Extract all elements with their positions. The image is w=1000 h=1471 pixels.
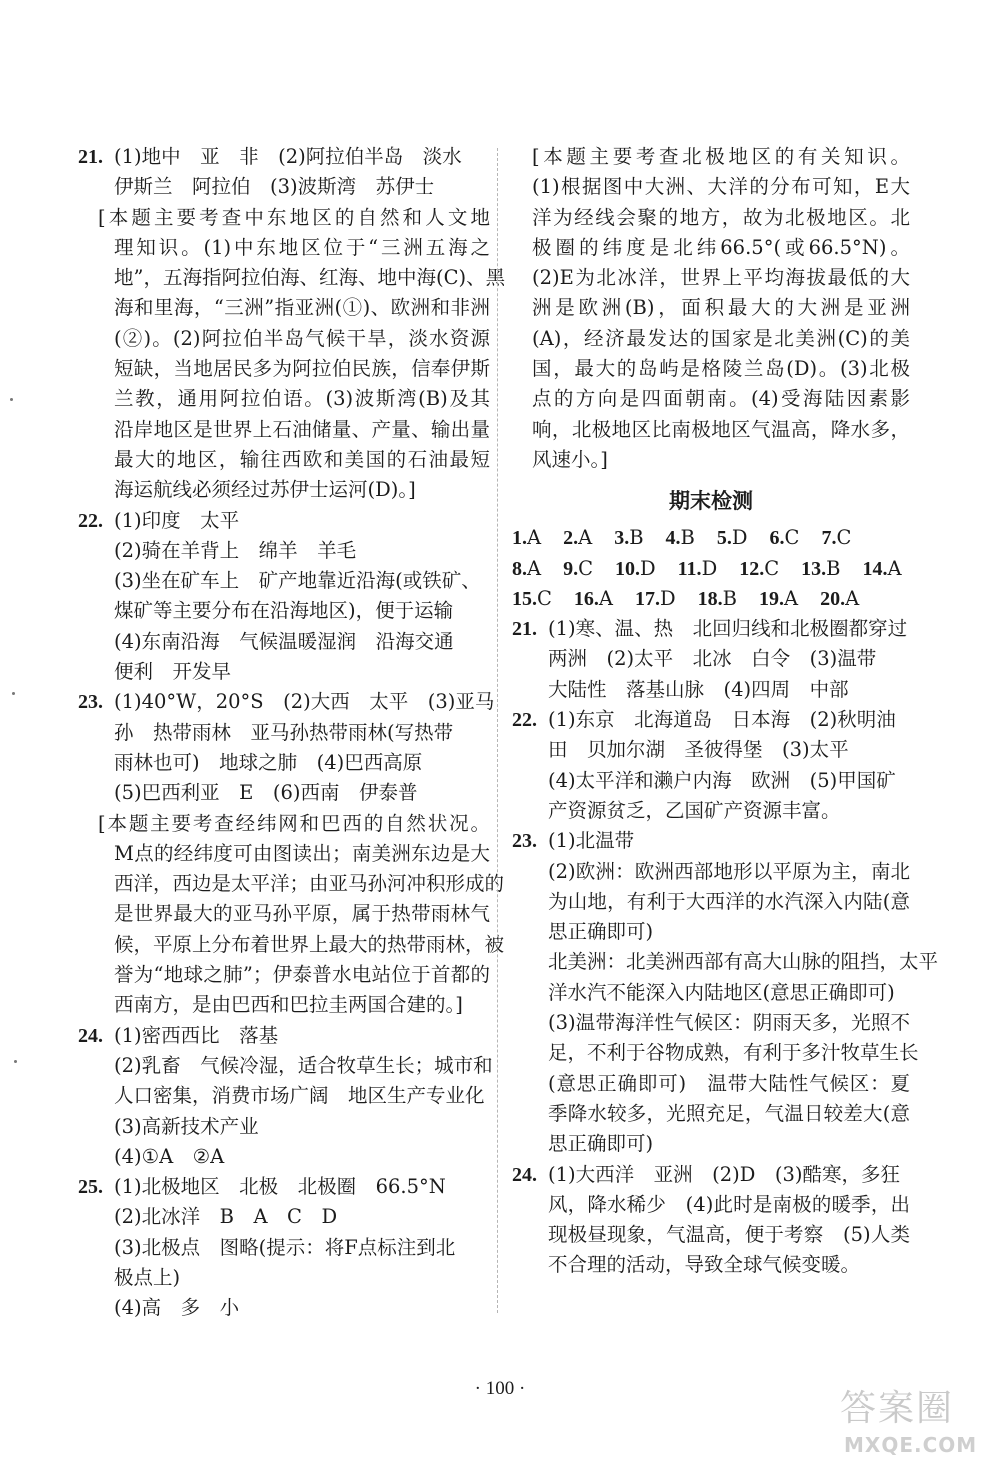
text-line	[78, 293, 490, 323]
line-text: 候，平原上分布着世界上最大的热带雨林，被	[114, 932, 505, 956]
text-line	[78, 809, 490, 839]
column-divider	[497, 148, 498, 1313]
choice-letter: C	[764, 556, 780, 580]
question-line	[512, 705, 910, 735]
text-line	[78, 960, 490, 990]
right-column	[512, 142, 939, 1281]
choice-answer	[574, 587, 613, 610]
line-text: 大陆性 落基山脉 (4)四周 中部	[548, 677, 849, 701]
choice-letter: B	[680, 526, 695, 550]
line-text: 是世界最大的亚马孙平原，属于热带雨林气	[114, 902, 490, 926]
line-text: 极圈的纬度是北纬66.5°(或66.5°N)。	[532, 235, 910, 259]
choice-number: 19.	[759, 587, 784, 610]
line-text: 煤矿等主要分布在沿海地区)，便于运输	[114, 599, 454, 623]
line-text: (②)。(2)阿拉伯半岛气候干旱，淡水资源	[114, 326, 490, 350]
line-text: 海和里海，“三洲”指亚洲(①)、欧洲和非洲	[114, 296, 490, 320]
choice-answer	[512, 526, 541, 549]
text-line	[78, 1142, 490, 1172]
line-text: (1)寒、温、热 北回归线和北极圈都穿过	[548, 617, 908, 641]
text-line	[78, 1081, 490, 1111]
line-text: 短缺，当地居民多为阿拉伯民族，信奉伊斯	[114, 357, 490, 381]
text-line	[78, 839, 490, 869]
choice-letter: C	[836, 526, 852, 550]
page-number: · 100 ·	[474, 1378, 526, 1399]
line-text: 两洲 (2)太平 北冰 白令 (3)温带	[548, 647, 877, 671]
text-line	[78, 778, 490, 808]
text-line	[512, 445, 910, 475]
text-line	[78, 354, 490, 384]
line-text: 极点上)	[114, 1265, 181, 1289]
choice-letter: B	[722, 586, 737, 610]
question-line	[78, 1172, 490, 1202]
text-line	[78, 536, 490, 566]
line-text: (1)密西西比 落基	[114, 1023, 279, 1047]
line-text: (意思正确即可) 温带大陆性气候区：夏	[548, 1071, 910, 1095]
choice-letter: C	[578, 556, 594, 580]
choice-number: 20.	[820, 587, 846, 610]
choice-answer	[512, 587, 552, 610]
line-text: (2)E为北冰洋，世界上平均海拔最低的大	[532, 266, 910, 290]
choice-letter: D	[660, 586, 676, 610]
question-number: 22.	[512, 709, 537, 732]
line-text: (1)地中 亚 非 (2)阿拉伯半岛 淡水	[114, 145, 462, 168]
question-line	[512, 1160, 910, 1190]
choice-answer	[820, 587, 859, 610]
text-line	[78, 263, 506, 293]
line-text: 思正确即可)	[548, 920, 654, 944]
choice-letter: D	[731, 526, 748, 550]
line-text: (2)乳畜 气候冷湿，适合牧草生长；城市和	[114, 1053, 493, 1077]
line-text: 风，降水稀少 (4)此时是南极的暖季，出	[548, 1192, 910, 1216]
line-text: 西南方，是由巴西和巴拉圭两国合建的。]	[114, 993, 463, 1017]
line-text: 思正确即可)	[548, 1132, 654, 1156]
text-line	[512, 263, 910, 293]
line-text: 誉为“地球之肺”；伊泰普水电站位于首都的	[114, 963, 490, 987]
choice-letter: A	[784, 586, 799, 610]
text-line	[512, 415, 910, 445]
text-line	[512, 293, 910, 323]
text-line	[512, 887, 910, 917]
text-line	[512, 1099, 910, 1129]
line-text: (3)坐在矿车上 矿产地靠近沿海(或铁矿、	[114, 569, 481, 593]
line-text: 兰教，通用阿拉伯语。(3)波斯湾(B)及其	[114, 387, 490, 411]
choice-letter: C	[537, 586, 552, 610]
choice-number: 3.	[614, 527, 630, 550]
line-text: 西洋，西边是太平洋；由亚马孙河冲积形成的	[114, 872, 505, 896]
line-text: (1)40°W，20°S (2)大西 太平 (3)亚马	[114, 690, 495, 714]
scan-speck	[12, 692, 15, 695]
text-line	[512, 1038, 919, 1068]
text-line	[78, 1202, 490, 1232]
choice-number: 6.	[769, 527, 785, 550]
text-line	[78, 990, 490, 1020]
line-text: 不合理的活动，导致全球气候变暖。	[548, 1253, 861, 1277]
text-line	[78, 566, 490, 596]
choice-letter: B	[629, 526, 644, 550]
choice-letter: D	[701, 556, 718, 580]
line-text: 点的方向是四面朝南。(4)受海陆因素影	[532, 387, 910, 411]
line-text: (1)根据图中大洲、大洋的分布可知，E大	[532, 175, 910, 199]
text-line	[512, 1008, 910, 1038]
line-text: [本题主要考查北极地区的有关知识。	[532, 145, 910, 168]
text-line	[512, 735, 910, 765]
choice-number: 4.	[665, 527, 681, 550]
choice-answer	[862, 557, 901, 580]
text-line	[78, 1263, 490, 1293]
line-text: 北美洲：北美洲西部有高大山脉的阻挡，太平	[548, 950, 939, 974]
line-text: (2)欧洲：欧洲西部地形以平原为主，南北	[548, 859, 910, 883]
question-number: 21.	[512, 618, 537, 641]
line-text: 产资源贫乏，乙国矿产资源丰富。	[548, 798, 841, 822]
choice-letter: A	[578, 526, 593, 550]
line-text: [本题主要考查中东地区的自然和人文地	[98, 205, 490, 229]
choice-number: 1.	[512, 527, 527, 550]
choice-letter: A	[598, 586, 614, 610]
text-line	[512, 1220, 910, 1250]
text-line	[78, 324, 490, 354]
line-text: (3)高新技术产业	[114, 1114, 259, 1138]
choice-answer	[563, 557, 593, 580]
line-text: (5)巴西利亚 E (6)西南 伊泰普	[114, 781, 418, 805]
scan-speck	[14, 1060, 17, 1063]
text-line	[512, 354, 910, 384]
question-number: 21.	[78, 146, 103, 168]
text-line	[78, 475, 490, 505]
text-line	[78, 748, 490, 778]
choice-number: 13.	[801, 557, 827, 580]
text-line	[78, 415, 490, 445]
choice-answer	[759, 587, 798, 610]
choice-number: 5.	[716, 527, 732, 550]
line-text: 国，最大的岛屿是格陵兰岛(D)。(3)北极	[532, 357, 910, 381]
choice-answer	[512, 557, 541, 580]
text-line	[512, 675, 910, 705]
line-text: (3)温带海洋性气候区：阴雨天多，光照不	[548, 1011, 910, 1035]
question-line	[78, 1021, 490, 1051]
text-line	[512, 233, 910, 263]
question-number: 22.	[78, 509, 103, 532]
line-text: 沿岸地区是世界上石油储量、产量、输出量	[114, 417, 490, 441]
choice-letter: A	[887, 556, 902, 580]
line-text: (1)印度 太平	[114, 508, 240, 532]
watermark-url: MXQE.COM	[844, 1433, 978, 1457]
line-text: 现极昼现象，气温高，便于考察 (5)人类	[548, 1223, 910, 1247]
text-line	[78, 869, 505, 899]
section-title: 期末检测	[669, 489, 753, 514]
line-text: 人口密集，消费市场广阔 地区生产专业化	[114, 1084, 485, 1108]
choice-number: 10.	[615, 557, 641, 580]
question-line	[512, 614, 910, 644]
line-text: (3)北极点 图略(提示：将F点标注到北	[114, 1235, 456, 1259]
line-text: 季降水较多，光照充足，气温日较差大(意	[548, 1101, 910, 1125]
text-line	[512, 203, 910, 233]
question-line	[512, 826, 910, 856]
line-text: 为山地，有利于大西洋的水汽深入内陆(意	[548, 889, 910, 913]
choice-row	[512, 584, 910, 614]
line-text: (1)北极地区 北极 北极圈 66.5°N	[114, 1175, 446, 1199]
line-text: (2)骑在羊背上 绵羊 羊毛	[114, 538, 357, 562]
choice-answer	[770, 526, 800, 549]
choice-answer	[614, 526, 643, 549]
choice-letter: A	[845, 586, 860, 610]
watermark-logo	[830, 1378, 1000, 1471]
line-text: 洲是欧洲(B)，面积最大的大洲是亚洲	[532, 296, 910, 320]
line-text: 洋为经线会聚的地方，故为北极地区。北	[532, 205, 910, 229]
text-line	[78, 930, 505, 960]
text-line	[512, 857, 910, 887]
choice-answer	[739, 557, 779, 580]
text-line	[512, 1250, 910, 1280]
text-line	[512, 766, 910, 796]
line-text: (4)太平洋和濑户内海 欧洲 (5)甲国矿	[548, 768, 896, 792]
line-text: 田 贝加尔湖 圣彼得堡 (3)太平	[548, 738, 849, 762]
choice-number: 16.	[573, 587, 599, 610]
line-text: (1)北温带	[548, 829, 635, 853]
choice-answer	[717, 526, 748, 549]
choice-answer	[666, 526, 695, 549]
text-line	[78, 172, 490, 202]
question-line	[78, 506, 490, 536]
scan-speck	[10, 398, 13, 401]
question-number: 23.	[78, 691, 103, 714]
choice-letter: B	[826, 556, 841, 580]
text-line	[512, 1129, 910, 1159]
question-line	[78, 142, 490, 172]
choice-answer	[678, 557, 718, 580]
line-text: (4)①A ②A	[114, 1144, 225, 1168]
choice-answer	[635, 587, 676, 610]
right-column-top	[512, 142, 910, 475]
line-text: 最大的地区，输往西欧和美国的石油最短	[114, 447, 490, 471]
line-text: (4)高 多 小	[114, 1296, 240, 1320]
text-line	[512, 978, 910, 1008]
question-number: 24.	[512, 1163, 537, 1186]
line-text: 便利 开发早	[114, 660, 232, 684]
right-column-bottom	[512, 614, 939, 1281]
choice-letter: A	[527, 526, 542, 550]
line-text: (A)，经济最发达的国家是北美洲(C)的美	[532, 326, 910, 350]
text-line	[512, 947, 939, 977]
choice-number: 12.	[739, 557, 765, 580]
text-line	[512, 1069, 910, 1099]
choice-row	[512, 523, 910, 553]
choice-row	[512, 554, 910, 584]
question-number: 25.	[78, 1176, 103, 1199]
choice-answer	[698, 587, 737, 610]
text-line	[512, 324, 910, 354]
line-text: (4)东南沿海 气候温暖湿润 沿海交通	[114, 629, 454, 653]
text-line	[78, 445, 490, 475]
choice-answer	[821, 526, 851, 549]
line-text: (1)东京 北海道岛 日本海 (2)秋明油	[548, 708, 896, 732]
line-text: [本题主要考查经纬网和巴西的自然状况。	[98, 811, 490, 835]
line-text: (2)北冰洋 B A C D	[114, 1205, 338, 1229]
choice-number: 2.	[563, 527, 579, 550]
line-text: 海运航线必须经过苏伊士运河(D)。]	[114, 478, 416, 502]
line-text: 理知识。(1)中东地区位于“三洲五海之	[114, 235, 490, 259]
question-number: 24.	[78, 1024, 103, 1047]
line-text: 雨林也可) 地球之肺 (4)巴西高原	[114, 750, 423, 774]
text-line	[78, 1293, 490, 1323]
text-line	[78, 203, 490, 233]
choice-number: 7.	[821, 527, 837, 550]
watermark-text: 答案圈	[840, 1388, 955, 1429]
text-line	[78, 1051, 493, 1081]
line-text: 风速小。]	[532, 447, 608, 471]
choice-number: 11.	[677, 557, 702, 580]
choice-letter: D	[640, 556, 656, 580]
text-line	[78, 718, 490, 748]
choice-number: 17.	[635, 587, 661, 610]
text-line	[512, 917, 910, 947]
choice-number: 9.	[563, 557, 579, 580]
choice-number: 14.	[862, 557, 888, 580]
text-line	[78, 233, 490, 263]
text-line	[78, 627, 490, 657]
choice-answers	[512, 523, 910, 614]
text-line	[78, 596, 490, 626]
question-line	[78, 687, 495, 717]
text-line	[512, 644, 910, 674]
choice-number: 18.	[697, 587, 723, 610]
choice-answer	[615, 557, 656, 580]
question-number: 23.	[512, 830, 537, 853]
text-line	[512, 384, 910, 414]
text-line	[512, 1190, 910, 1220]
line-text: 洋水汽不能深入内陆地区(意思正确即可)	[548, 980, 895, 1004]
text-line	[512, 796, 910, 826]
line-text: (1)大西洋 亚洲 (2)D (3)酷寒，多狂	[548, 1162, 900, 1186]
text-line	[512, 142, 910, 172]
text-line	[78, 657, 490, 687]
line-text: 地”，五海指阿拉伯海、红海、地中海(C)、黑	[114, 266, 506, 290]
text-line	[78, 384, 490, 414]
text-line	[78, 899, 490, 929]
line-text: 孙 热带雨林 亚马孙热带雨林(写热带	[114, 720, 454, 744]
text-line	[78, 1112, 490, 1142]
text-line	[78, 1233, 490, 1263]
text-line	[512, 172, 910, 202]
line-text: 足，不利于谷物成熟，有利于多汁牧草生长	[548, 1041, 919, 1065]
choice-answer	[563, 526, 592, 549]
line-text: 伊斯兰 阿拉伯 (3)波斯湾 苏伊士	[114, 175, 435, 199]
choice-letter: C	[784, 526, 800, 550]
line-text: M点的经纬度可由图读出；南美洲东边是大	[114, 841, 490, 865]
choice-answer	[801, 557, 840, 580]
left-column	[78, 142, 506, 1324]
choice-number: 15.	[512, 587, 537, 610]
choice-letter: A	[527, 556, 542, 580]
choice-number: 8.	[512, 557, 527, 580]
line-text: 响，北极地区比南极地区气温高，降水多，	[532, 417, 910, 441]
